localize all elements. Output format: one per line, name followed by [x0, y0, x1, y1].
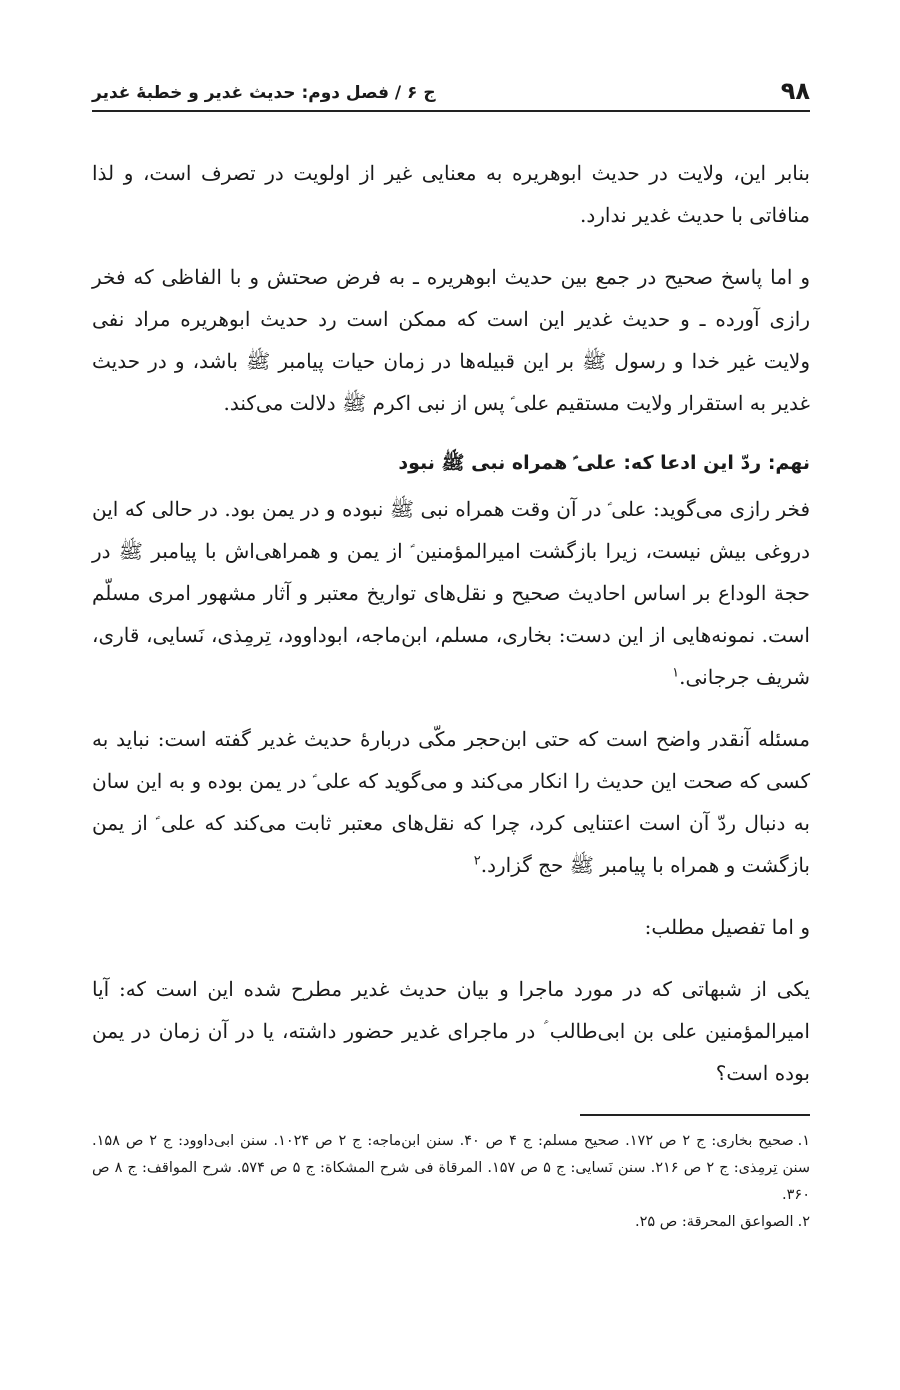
paragraph-5: و اما تفصیل مطلب: [644, 915, 810, 939]
footnote-ref-1[interactable]: ۱ [672, 665, 680, 681]
book-page [92, 60, 810, 1236]
paragraph-2: و اما پاسخ صحیح در جمع بین حدیث ابوهریره ـ به فرض صحتش و با الفاظی که فخر رازی آورده ـ و حدیث غدیر این است که ممکن است رد حدیث ابوهریره مراد نفی ولایت غیر خدا و رسول ﷺ بر این قبیله‌ها در زمان حیات پیامبر ﷺ باشد، و در حدیث غدیر به استقرار ولایت مستقیم علی ؑ پس از نبی اکرم ﷺ دلالت می‌کند. [92, 265, 810, 415]
footnote-2-number: ۲. [797, 1214, 810, 1230]
footnote-1 [92, 1128, 810, 1209]
paragraph-1: بنابر این، ولایت در حدیث ابوهریره به معنایی غیر از اولویت در تصرف است، و لذا منافاتی با حدیث غدیر ندارد. [92, 161, 810, 227]
footnote-2-text: الصواعق المحرقة: ص ۲۵. [634, 1214, 794, 1230]
page-header [92, 60, 810, 112]
footnotes [92, 1128, 810, 1236]
section-heading: نهم: ردّ این ادعا که: علی ؑ همراه نبی ﷺ نبود [398, 452, 810, 474]
paragraph-4-text: مسئله آنقدر واضح است که حتی ابن‌حجر مکّی دربارهٔ حدیث غدیر گفته است: نباید به کسی که صحت این حدیث را انکار می‌کند و می‌گوید که علی ؑ در یمن بوده و به این سان به دنبال ردّ آن است اعتنایی کرد، چرا که نقل‌های معتبر ثابت می‌کند که علی ؑ از یمن بازگشت و همراه با پیامبر ﷺ حج گزارد. [92, 727, 811, 877]
footnote-1-number: ۱. [797, 1133, 811, 1149]
page-number: ۹۸ [780, 77, 810, 105]
paragraph-4 [92, 718, 810, 886]
footnote-1-text: صحیح بخاری: ج ۲ ص ۱۷۲. صحیح مسلم: ج ۴ ص ۴۰. سنن ابن‌ماجه: ج ۲ ص ۱۰۲۴. سنن ابی‌داوود: ج ۲ ص ۱۵۸. سنن تِرمِذی: ج ۲ ص ۲۱۶. سنن نَسایی: ج ۵ ص ۱۵۷. المرقاة فی شرح المشکاة: ج ۵ ص ۵۷۴. شرح المواقف: ج ۸ ص ۳۶۰. [92, 1133, 811, 1203]
paragraph-3 [92, 488, 810, 698]
paragraph-3-text: فخر رازی می‌گوید: علی ؑ در آن وقت همراه نبی ﷺ نبوده و در یمن بود. در حالی که این دروغی بیش نیست، زیرا بازگشت امیرالمؤمنین ؑ از یمن و همراهی‌اش با پیامبر ﷺ در حجة الوداع بر اساس احادیث صحیح و نقل‌های تواریخ معتبر و آثار مشهور امری مسلّم است. نمونه‌هایی از این دست: بخاری، مسلم، ابن‌ماجه، ابوداوود، تِرمِذی، نَسایی، قاری، شریف جرجانی. [92, 497, 810, 689]
footnote-2 [92, 1209, 810, 1236]
running-title: ج ۶ / فصل دوم: حدیث غدیر و خطبهٔ غدیر [92, 83, 436, 103]
body-text [92, 152, 810, 1094]
footnote-ref-2[interactable]: ۲ [473, 853, 481, 869]
footnote-divider [580, 1114, 810, 1116]
paragraph-6: یکی از شبهاتی که در مورد ماجرا و بیان حدیث غدیر مطرح شده این است که: آیا امیرالمؤمنین علی بن ابی‌طالب ؑ در ماجرای غدیر حضور داشته، یا در آن زمان در یمن بوده است؟ [92, 977, 810, 1085]
